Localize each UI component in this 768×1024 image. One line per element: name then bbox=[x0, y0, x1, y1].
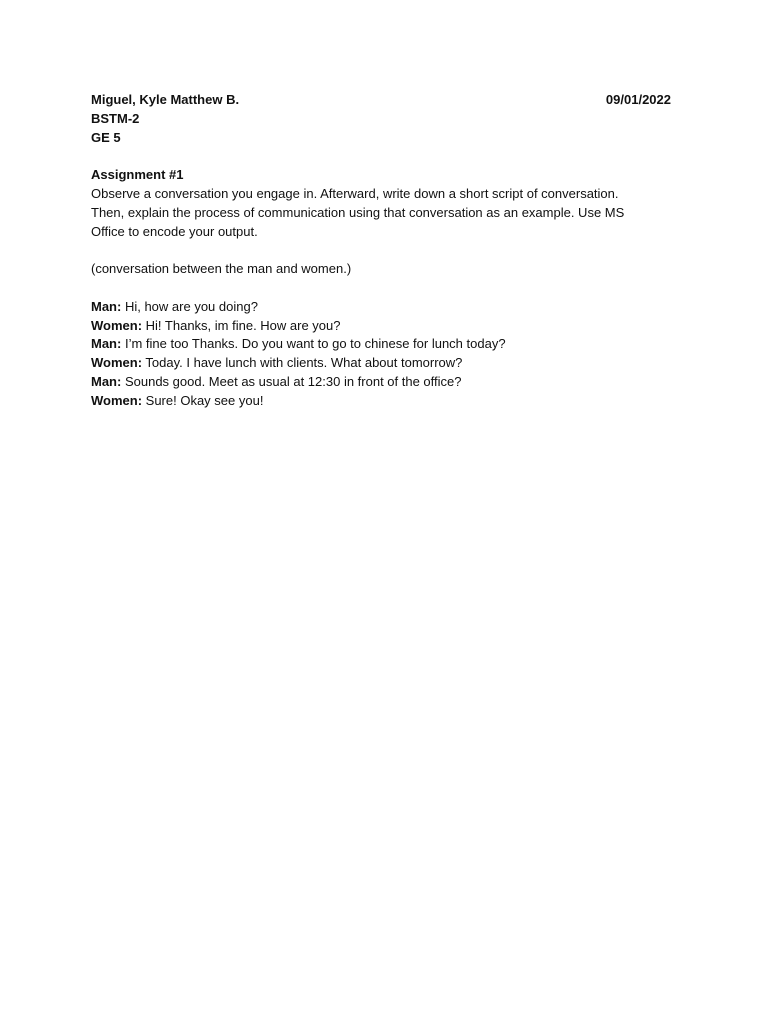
assignment-instructions bbox=[91, 185, 671, 241]
course-label: BSTM-2 bbox=[91, 110, 140, 126]
spacer bbox=[91, 147, 671, 166]
subject-label: GE 5 bbox=[91, 129, 121, 145]
spacer bbox=[91, 241, 671, 260]
dialogue-text: Today. I have lunch with clients. What about tomorrow? bbox=[142, 355, 463, 371]
dialogue-text: Hi, how are you doing? bbox=[121, 298, 258, 314]
speaker-label: Man: bbox=[91, 373, 122, 389]
speaker-label: Women: bbox=[91, 317, 143, 333]
speaker-label: Man: bbox=[91, 336, 122, 352]
dialogue-line bbox=[91, 373, 671, 392]
conversation-script bbox=[91, 298, 671, 411]
speaker-label: Women: bbox=[91, 355, 143, 371]
dialogue-line bbox=[91, 335, 671, 354]
document-page bbox=[91, 91, 671, 411]
dialogue-line bbox=[91, 317, 671, 336]
dialogue-line bbox=[91, 298, 671, 317]
conversation-note: (conversation between the man and women.) bbox=[91, 261, 352, 277]
speaker-label: Man: bbox=[91, 298, 122, 314]
dialogue-line bbox=[91, 392, 671, 411]
instruction-line: Office to encode your output. bbox=[91, 223, 258, 239]
dialogue-text: Sure! Okay see you! bbox=[142, 392, 264, 408]
instruction-line: Observe a conversation you engage in. Afterward, write down a short script of conversation. bbox=[91, 185, 619, 201]
instruction-line: Then, explain the process of communication using that conversation as an example. Use MS bbox=[91, 204, 625, 220]
spacer bbox=[91, 279, 671, 298]
dialogue-text: Hi! Thanks, im fine. How are you? bbox=[142, 317, 341, 333]
dialogue-text: Sounds good. Meet as usual at 12:30 in front of the office? bbox=[121, 373, 462, 389]
student-name: Miguel, Kyle Matthew B. bbox=[91, 92, 240, 107]
dialogue-line bbox=[91, 354, 671, 373]
dialogue-text: I’m fine too Thanks. Do you want to go to chinese for lunch today? bbox=[121, 336, 506, 352]
header-row bbox=[91, 91, 671, 110]
speaker-label: Women: bbox=[91, 392, 143, 408]
document-date: 09/01/2022 bbox=[605, 92, 671, 107]
assignment-title: Assignment #1 bbox=[91, 167, 184, 183]
